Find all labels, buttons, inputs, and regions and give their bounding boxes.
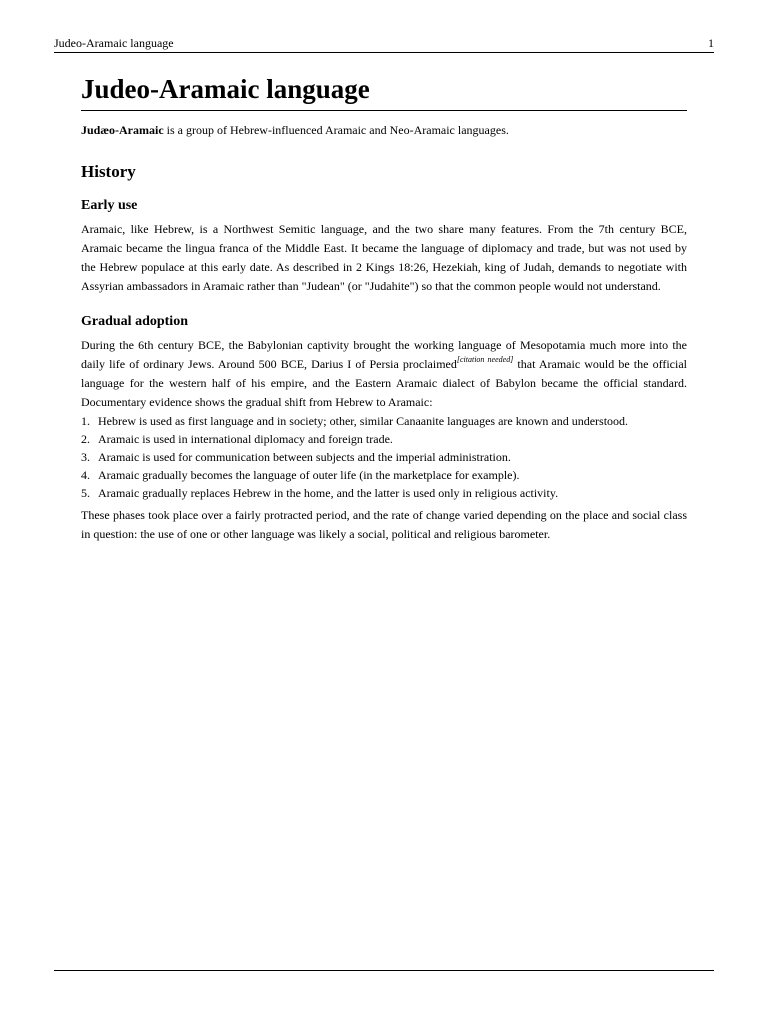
list-item <box>81 448 687 466</box>
article-body <box>81 70 687 544</box>
list-item <box>81 412 687 430</box>
list-item-text: Hebrew is used as first language and in society; other, similar Canaanite languages are known and understood. <box>98 414 629 428</box>
page-header <box>54 34 714 53</box>
closing-paragraph: These phases took place over a fairly protracted period, and the rate of change varied depending on the place and social class in question: the use of one or other language was likely a social, political and religious barometer. <box>81 508 687 541</box>
article-title: Judeo-Aramaic language <box>81 70 687 111</box>
early-use-paragraph: Aramaic, like Hebrew, is a Northwest Semitic language, and the two share many features. From the 7th century BCE, Aramaic became the lingua franca of the Middle East. It became the language of diplomacy and trade, but was not used by the Hebrew populace at this early date. As described in 2 Kings 18:26, Hezekiah, king of Judah, demands to negotiate with Assyrian ambassadors in Aramaic rather than "Judean" (or "Judahite") so that the common people would not understand. <box>81 222 687 293</box>
gradual-text-before: During the 6th century BCE, the Babylonian captivity brought the working language of Mesopotamia much more into the daily life of ordinary Jews. Around 500 BCE, Darius I of Persia proclaimed <box>81 338 687 371</box>
running-title: Judeo-Aramaic language <box>54 36 174 50</box>
list-item <box>81 484 687 502</box>
lead-paragraph <box>81 121 687 140</box>
list-item-text: Aramaic gradually replaces Hebrew in the home, and the latter is used only in religious activity. <box>98 486 559 500</box>
list-number: 2. <box>81 432 90 446</box>
list-item <box>81 430 687 448</box>
list-number: 4. <box>81 468 90 482</box>
list-item-text: Aramaic gradually becomes the language of outer life (in the marketplace for example). <box>98 468 520 482</box>
list-number: 3. <box>81 450 90 464</box>
gradual-adoption-paragraph <box>81 336 687 412</box>
list-item-text: Aramaic is used in international diplomacy and foreign trade. <box>98 432 393 446</box>
lead-text: is a group of Hebrew-influenced Aramaic and Neo-Aramaic languages. <box>163 123 509 137</box>
subsection-heading-early-use: Early use <box>81 198 138 213</box>
gradual-text-after: that Aramaic would be the official language for the western half of his empire, and the Eastern Aramaic dialect of Babylon became the official standard. Documentary evidence shows the gradual shift from Hebrew to Aramaic: <box>81 357 688 409</box>
phases-list <box>81 412 687 502</box>
list-number: 5. <box>81 486 90 500</box>
footer-rule <box>54 970 714 971</box>
citation-needed-link[interactable]: [citation needed] <box>456 355 514 364</box>
list-item-text: Aramaic is used for communication between subjects and the imperial administration. <box>98 450 511 464</box>
list-number: 1. <box>81 414 90 428</box>
lead-term: Judæo-Aramaic <box>81 123 164 137</box>
page-number: 1 <box>708 36 714 50</box>
section-heading-history: History <box>81 162 136 181</box>
subsection-heading-gradual-adoption: Gradual adoption <box>81 314 188 329</box>
list-item <box>81 466 687 484</box>
